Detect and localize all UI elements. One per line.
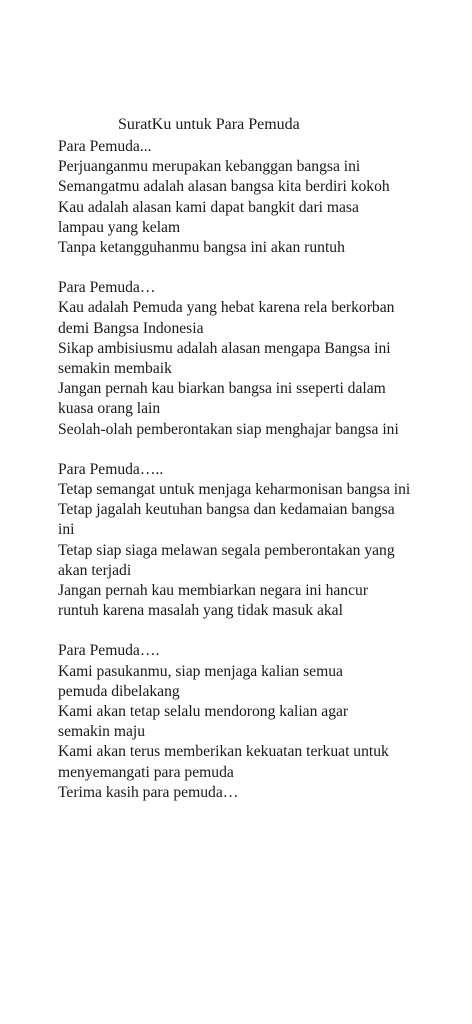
stanza-line: Para Pemuda...: [58, 138, 152, 155]
stanza-line: Para Pemuda…: [58, 279, 156, 297]
stanza-line: Kau adalah Pemuda yang hebat karena rela berkorban demi Bangsa Indonesia: [58, 299, 395, 337]
stanza-line: Kami akan terus memberikan kekuatan terkuat untuk menyemangati para pemuda: [58, 743, 389, 781]
stanza-line: Perjuanganmu merupakan kebanggan bangsa ini: [58, 158, 361, 176]
stanza-3: [58, 460, 452, 622]
stanza-2: [58, 278, 452, 440]
stanza-line: Sikap ambisiusmu adalah alasan mengapa Bangsa ini semakin membaik: [58, 339, 391, 378]
document-title: SuratKu untuk Para Pemuda: [118, 116, 300, 133]
poem-body: [58, 137, 452, 803]
stanza-line: Para Pemuda….: [58, 642, 160, 660]
stanza-1: [58, 137, 452, 258]
stanza-line: Para Pemuda…..: [58, 460, 164, 478]
stanza-line: Tetap siap siaga melawan segala pemberontakan yang akan terjadi: [58, 541, 395, 579]
stanza-line: Seolah-olah pemberontakan siap menghajar bangsa ini: [58, 420, 399, 438]
stanza-line: Kami akan tetap selalu mendorong kalian agar semakin maju: [58, 703, 349, 741]
stanza-line: Jangan pernah kau biarkan bangsa ini sseperti dalam kuasa orang lain: [58, 380, 386, 418]
stanza-line: Kami pasukanmu, siap menjaga kalian semua pemuda dibelakang: [58, 662, 343, 700]
stanza-line: Tetap semangat untuk menjaga keharmonisan bangsa ini: [58, 481, 411, 499]
stanza-line: Kau adalah alasan kami dapat bangkit dari masa lampau yang kelam: [58, 198, 359, 236]
stanza-line: Jangan pernah kau membiarkan negara ini hancur runtuh karena masalah yang tidak masuk akal: [58, 582, 369, 620]
stanza-line: Tetap jagalah keutuhan bangsa dan kedamaian bangsa ini: [58, 501, 395, 539]
stanza-line: Terima kasih para pemuda…: [58, 783, 239, 801]
stanza-line: Semangatmu adalah alasan bangsa kita berdiri kokoh: [58, 178, 390, 196]
stanza-4: [58, 641, 452, 803]
stanza-line: Tanpa ketangguhanmu bangsa ini akan runtuh: [58, 239, 345, 257]
